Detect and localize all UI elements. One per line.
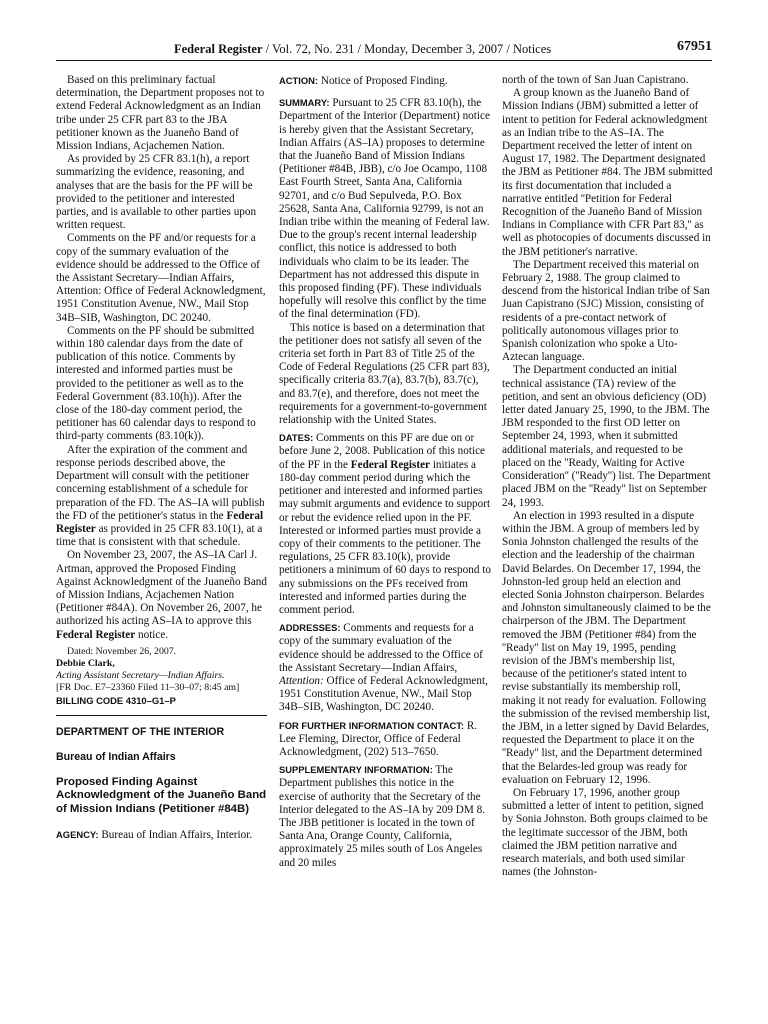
summary-text: Pursuant to 25 CFR 83.10(h), the Department of the Interior (Department) notice is hereby given that the Assistant Secretary, Indian Affairs (AS–IA) proposes to determine that the Juaneño Band of Mission Indians (Petitioner #84B, JBB), c/o Joe Ocampo, 1108 East Fourth Street, Santa Ana, California 92701, and c/o Bud Sepulveda, P.O. Box 25628, Santa Ana, California 92799, is not an Indian tribe within the meaning of Federal law. Due to the group's recent internal leadership conflict, this notice is addressed to both individuals who claim to be its leader. The Department has not addressed this dispute in this proposed finding (PF). These individuals hopefully will resolve this conflict by the time of the final determination (FD). [279, 97, 490, 321]
text-run: initiates a 180-day comment period during which the petitioner and interested and informed parties may submit arguments and evidence to support or rebut the evidence relied upon in the PF. Interested or informed parties must provide a copy of their comments to the petitioner. The regulations, 25 CFR 83.10(k), provide petitioners a minimum of 60 days to respond to any submissions on the PFs received from interested and informed parties during the comment period. [279, 458, 491, 616]
paragraph: The Department conducted an initial technical assistance (TA) review of the petition, and sent an obvious deficiency (OD) letter dated January 25, 1990, to the JBM. The JBM responded to the first OD letter on September 24, 1993, when it submitted additional materials, and requested to be placed on the ''Ready, Waiting for Active Consideration'' (''Ready'') list. The Department placed JBM on the ''Ready'' list on September 24, 1993. [502, 364, 711, 509]
text-run: Office of Federal Acknowledgment, 1951 Constitution Avenue, NW., Mail Stop 34B–SIB, Washington, DC 20240. [279, 674, 488, 714]
paragraph: north of the town of San Juan Capistrano. [502, 74, 689, 86]
federal-register-ref: Federal Register [350, 458, 431, 471]
billing-code: BILLING CODE 4310–G1–P [56, 694, 176, 706]
signer-title [56, 670, 267, 682]
paragraph: Based on this preliminary factual determination, the Department proposes not to extend Federal Acknowledgment as an Indian tribe under 25 CFR part 83 to the JBA petitioner known as the Juaneño Band of Mission Indians, Acjachemen Nation. [56, 74, 265, 153]
summary-paragraph [279, 96, 491, 321]
supplementary-caption: SUPPLEMENTARY INFORMATION: [279, 764, 433, 776]
text-run: Comments on this PF are due on or before June 2, 2008. Publication of this notice of the PF in the [279, 432, 485, 471]
column-1 [56, 74, 267, 1020]
paragraph [56, 549, 267, 641]
publication-name: Federal Register [174, 42, 263, 56]
dates-caption: DATES: [279, 432, 314, 444]
signer-name-text: Debbie Clark, [56, 657, 115, 669]
paragraph: As provided by 25 CFR 83.1(h), a report summarizing the evidence, reasoning, and analyses that are the basis for the PF will be provided to the petitioner and interested parties, and is available to other parties upon written request. [56, 153, 257, 232]
department-heading: DEPARTMENT OF THE INTERIOR [56, 725, 225, 738]
agency-text: Bureau of Indian Affairs, Interior. [98, 829, 253, 842]
paragraph: This notice is based on a determination that the petitioner does not satisfy all seven of the criteria set forth in Part 83 of Title 25 of the Code of Federal Regulations (25 CFR part 83), specifically criteria 83.7(a), 83.7(b), 83.7(c), and 83.7(e), and therefore, does not meet the requirements for a government-to-government relationship with the United States. [279, 321, 490, 427]
paragraph: On February 17, 1996, another group submitted a letter of intent to petition, signed by Sonia Johnston. Both groups claimed to be the legitimate successor of the JBM, both claimed the JBM petition narrative and research materials, and both used similar names (the Johnston- [502, 786, 708, 879]
contact-paragraph [279, 719, 491, 760]
contact-caption: FOR FURTHER INFORMATION CONTACT: [279, 719, 465, 731]
column-2 [279, 74, 491, 1020]
addresses-paragraph [279, 621, 491, 714]
text-run: as provided in 25 CFR 83.10(1), at a time that is consistent with that schedule. [56, 522, 263, 549]
supplementary-text: The Department publishes this notice in the exercise of authority that the Secretary of the Interior delegated to the AS–IA by 209 DM 8. The JBB petitioner is located in the town of Santa Ana, Orange County, California, approximately 25 miles south of Los Angeles and 20 miles [279, 764, 486, 869]
paragraph: An election in 1993 resulted in a dispute within the JBM. A group of members led by Sonia Johnston challenged the results of the election and the leadership of the chairman David Belardes. On December 17, 1994, the Johnston-led group held an election and elected Sonia Johnston chairperson. Belardes and Johnston simultaneously claimed to be the chairperson of the JBM. The Department removed the JBM (Petitioner #84) from the ''Ready'' list on May 19, 1995, pending revision of the JBM's membership list, because of the petitioner's stated intent to revise substantially its membership roll, making it not ready for evaluation. Following the submission of the revised membership list, the JBM, in a letter signed by David Belardes, requested the Department to place it on the ''Ready'' list, and the Department determined that the Belardes-led group was ready for evaluation on February 12, 1996. [502, 509, 711, 786]
column-3 [502, 74, 713, 1020]
fr-doc-line: [FR Doc. E7–23360 Filed 11–30–07; 8:45 am] [56, 681, 240, 693]
addresses-caption: ADDRESSES: [279, 622, 341, 634]
notice-title: Proposed Finding Against Acknowledgment of the Juaneño Band of Mission Indians (Petitioner #84B) [56, 775, 267, 815]
text-run: After the expiration of the comment and response periods described above, the Department will consult with the petitioner concerning establishment of a schedule for preparation of the FD. The AS–IA will publish the FD of the petitioner's status in the [56, 443, 265, 522]
paragraph: The Department received this material on February 2, 1988. The group claimed to descend from the historical Indian tribe of San Juan Capistrano (SJC) Mission, consisting of residents of a pre-contact network of politically autonomous villages prior to Spanish colonization who spoke a Uto-Aztecan language. [502, 258, 710, 364]
agency-caption: AGENCY: [56, 829, 99, 841]
paragraph: Comments on the PF and/or requests for a copy of the summary evaluation of the evidence should be addressed to the Office of the Assistant Secretary—Indian Affairs, Attention: Office of Federal Acknowledgment, 1951 Constitution Avenue, NW., Mail Stop 34B–SIB, Washington, DC 20240. [56, 232, 266, 324]
contact-text: R. Lee Fleming, Director, Office of Federal Acknowledgment, (202) 513–7650. [279, 719, 478, 758]
page-header [56, 40, 712, 61]
text-run: On November 23, 2007, the AS–IA Carl J. Artman, approved the Proposed Finding Against Acknowledgment of the Juaneño Band of Mission Indians, Acjachemen Nation (Petitioner #84A). On November 26, 2007, he authorized his acting AS–IA to approve this [56, 549, 267, 628]
dates-paragraph [279, 431, 491, 617]
federal-register-ref: Federal Register [56, 628, 136, 641]
paragraph [56, 444, 267, 550]
action-paragraph [279, 74, 491, 88]
agency-paragraph [56, 828, 267, 842]
dated-line: Dated: November 26, 2007. [67, 645, 177, 657]
action-text: Notice of Proposed Finding. [318, 75, 448, 87]
supplementary-paragraph [279, 763, 491, 870]
attention-label: Attention: [279, 674, 324, 687]
text-run: Comments and requests for a copy of the summary evaluation of the evidence should be addressed to the Office of the Assistant Secretary—Indian Affairs, [279, 622, 483, 674]
text-run: notice. [135, 628, 169, 641]
signer-name [56, 658, 267, 670]
issue-info: / Vol. 72, No. 231 / Monday, December 3, 2007 / Notices [262, 42, 552, 56]
page-number: 67951 [677, 39, 712, 54]
section-divider [56, 715, 267, 716]
action-caption: ACTION: [279, 75, 319, 86]
paragraph: Comments on the PF should be submitted within 180 calendar days from the date of publication of this notice. Comments by interested and informed parties must be provided to the petitioner as well as to the Federal Government (83.10(h)). After the close of the 180-day comment period, the petitioner has 60 calendar days to respond to third-party comments (83.10(k)). [56, 324, 256, 443]
running-head [174, 40, 551, 58]
summary-caption: SUMMARY: [279, 97, 330, 109]
signer-title-text: Acting Assistant Secretary—Indian Affairs. [56, 669, 225, 681]
bureau-heading: Bureau of Indian Affairs [56, 750, 176, 763]
federal-register-ref: Federal Register [56, 509, 264, 535]
paragraph: A group known as the Juaneño Band of Mission Indians (JBM) submitted a letter of intent to petition for Federal acknowledgment as an Indian tribe to the AS–IA. The Department received the letter of intent on August 17, 1982. The Department designated the JBM as Petitioner #84. The JBM submitted its first documentation that included a narrative entitled ''Petition for Federal Recognition of the Juaneño Band of Mission Indians in Compliance with CFR Part 83,'' as well as photocopies of documents discussed in the JBM petitioner's narrative. [502, 87, 713, 258]
